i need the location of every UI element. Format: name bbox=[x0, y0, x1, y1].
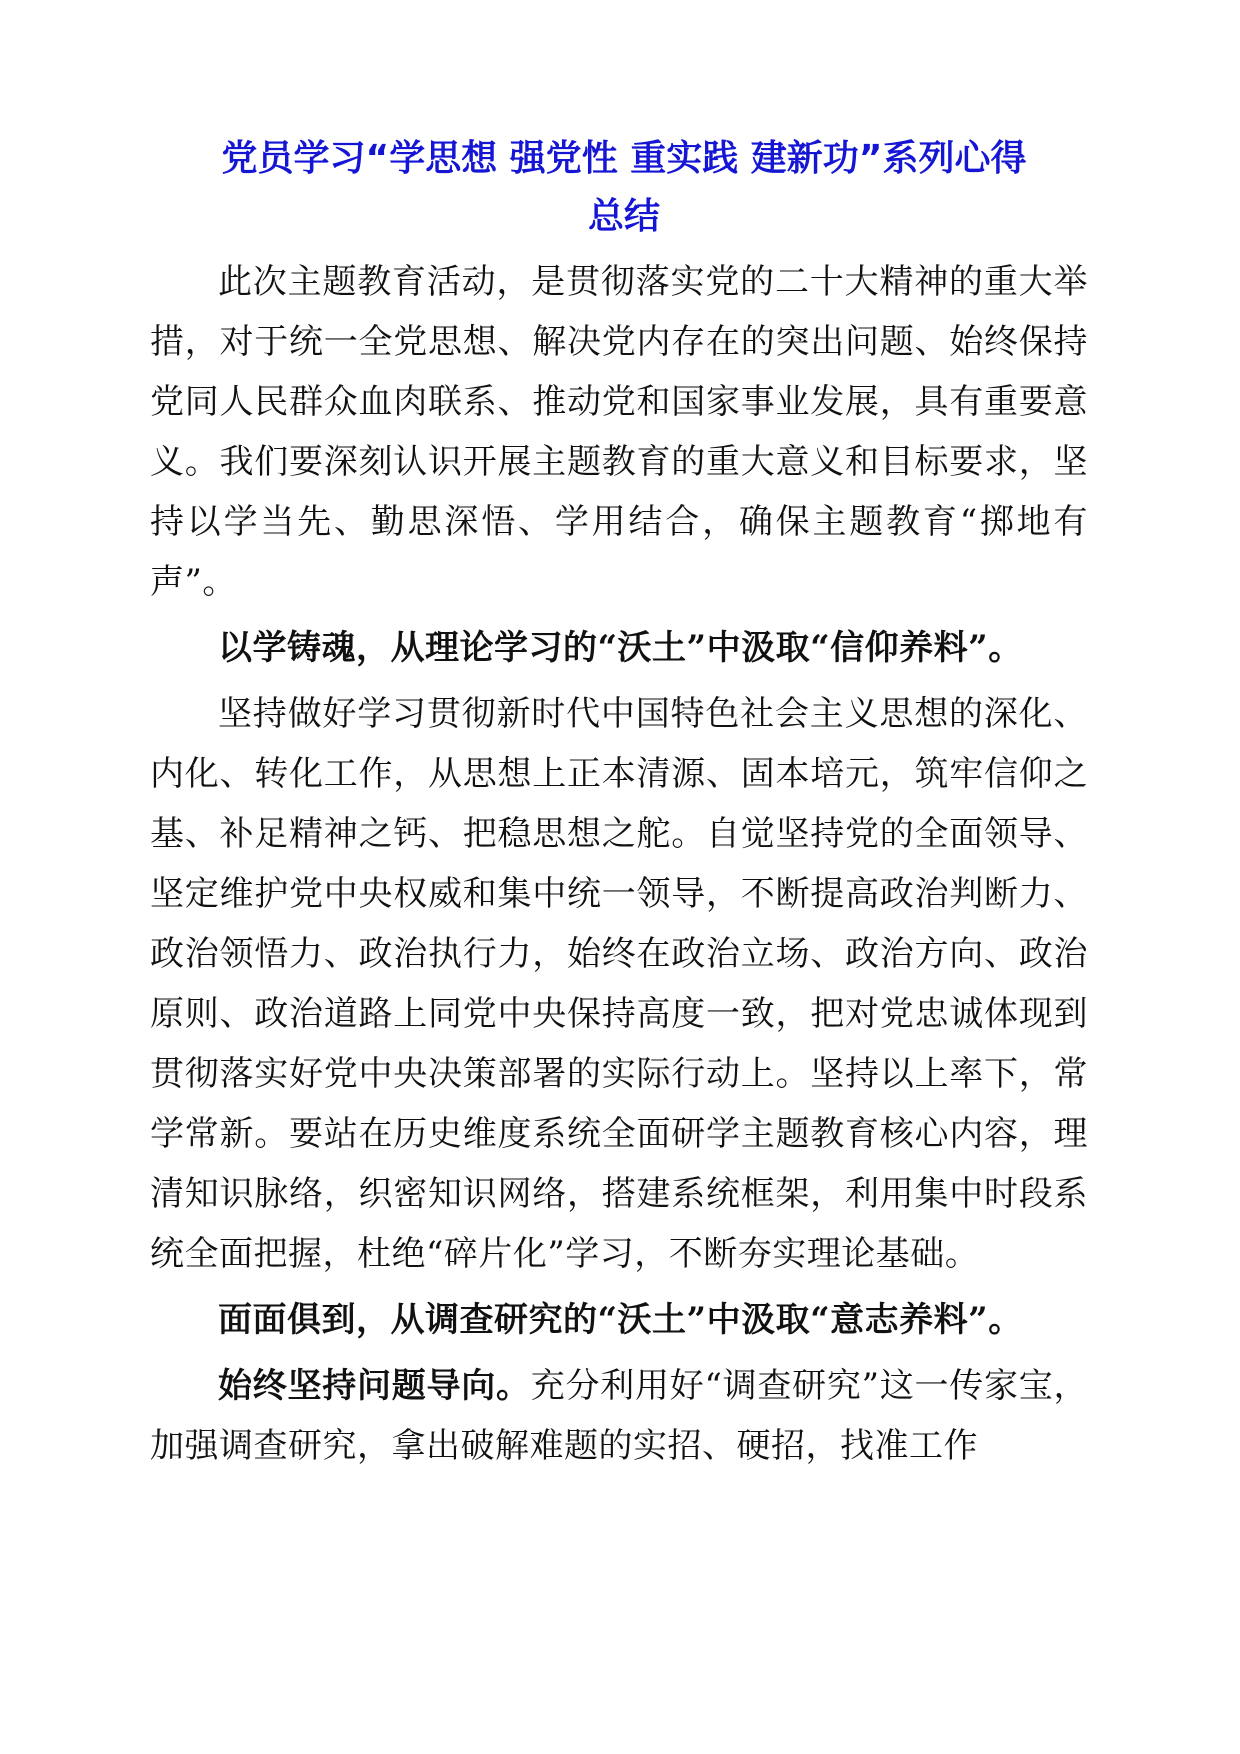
title-line-1: 党员学习“学思想 强党性 重实践 建新功”系列心得 bbox=[221, 138, 1027, 179]
investigation-lead-phrase: 始终坚持问题导向。 bbox=[218, 1366, 531, 1406]
intro-paragraph: 此次主题教育活动，是贯彻落实党的二十大精神的重大举措，对于统一全党思想、解决党内存在的突出问题、始终保持党同人民群众血肉联系、推动党和国家事业发展，具有重要意义。我们要深刻认识开展主题教育的重大意义和目标要求，坚持以学当先、勤思深悟、学用结合，确保主题教育“掷地有声”。 bbox=[150, 262, 1088, 602]
document-title bbox=[150, 130, 1088, 246]
title-line-2: 总结 bbox=[587, 196, 660, 237]
investigation-paragraph bbox=[150, 1356, 1088, 1476]
section-heading-theory-study: 以学铸魂，从理论学习的“沃土”中汲取“信仰养料”。 bbox=[218, 628, 1023, 668]
document-page bbox=[150, 130, 1088, 1476]
section-heading-investigation: 面面俱到，从调查研究的“沃土”中汲取“意志养料”。 bbox=[218, 1300, 1023, 1340]
theory-study-paragraph: 坚持做好学习贯彻新时代中国特色社会主义思想的深化、内化、转化工作，从思想上正本清源、固本培元，筑牢信仰之基、补足精神之钙、把稳思想之舵。自觉坚持党的全面领导、坚定维护党中央权威和集中统一领导，不断提高政治判断力、政治领悟力、政治执行力，始终在政治立场、政治方向、政治原则、政治道路上同党中央保持高度一致，把对党忠诚体现到贯彻落实好党中央决策部署的实际行动上。坚持以上率下，常学常新。要站在历史维度系统全面研学主题教育核心内容，理清知识脉络，织密知识网络，搭建系统框架，利用集中时段系统全面把握，杜绝“碎片化”学习，不断夯实理论基础。 bbox=[150, 694, 1088, 1274]
investigation-text: 充分利用好“调查研究”这一传家宝，加强调查研究，拿出破解难题的实招、硬招，找准工作 bbox=[150, 1366, 1089, 1466]
